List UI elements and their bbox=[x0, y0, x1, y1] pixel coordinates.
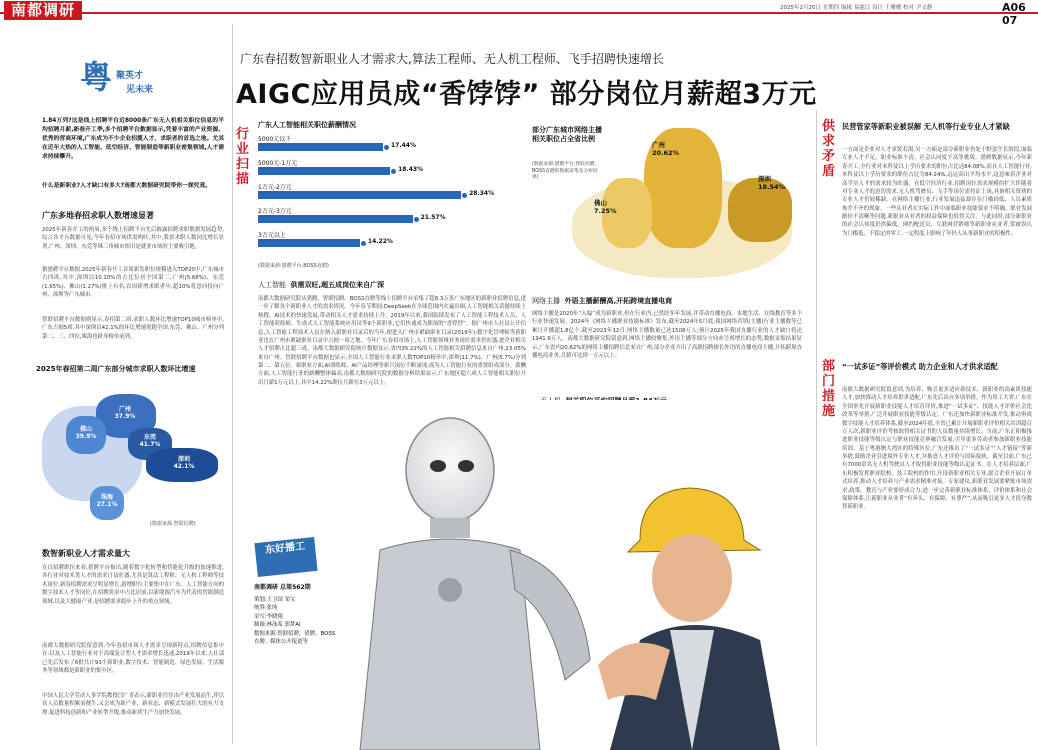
credit-plan: 策划:王卫国 邹宝 bbox=[254, 597, 296, 603]
salary-bar bbox=[258, 215, 413, 223]
credits-issue: 南都调研 总第562期 bbox=[254, 584, 311, 591]
issue-meta: 2025年2月20日 星期四 编辑 易能江 设计 王珊珊 校对 尹文静 bbox=[780, 5, 933, 11]
salary-bar-category: 2万元-3万元 bbox=[258, 208, 292, 215]
brand-character: 粤 bbox=[80, 58, 113, 96]
credits-badge: 东好播工 bbox=[254, 537, 317, 577]
brand-line-a: 聚英才 bbox=[116, 71, 144, 81]
salary-bar-category: 5000元以下 bbox=[258, 136, 292, 143]
salary-bar-end-dot bbox=[361, 241, 366, 246]
lead-question: 什么是新职业?人才缺口有多大?南都大数据研究院带你一探究竟。 bbox=[42, 183, 212, 189]
supply-heading: 民营管家等新职业被误解 无人机等行业专业人才紧缺 bbox=[842, 122, 1010, 131]
credits-list bbox=[254, 596, 340, 646]
host-label-guangzhou: 广州 20.62% bbox=[652, 141, 680, 157]
headline-kicker: 广东春招数智新职业人才需求大,算法工程师、无人机工程师、飞手招聘快速增长 bbox=[240, 52, 664, 66]
column-divider-left bbox=[232, 24, 233, 744]
host-map-source: (数据来源:猎聘平台,智联招聘、BOSS直聘的数据采集及分析结果) bbox=[532, 162, 600, 181]
salary-bar-value: 28.34% bbox=[469, 190, 495, 197]
salary-chart-source: (数据来源:猎聘平台,BOSS直聘) bbox=[258, 263, 329, 269]
sidelabel-dept: 部门措施 bbox=[822, 359, 836, 419]
section-heading-2: 数智新职业人才需求量大 bbox=[42, 549, 130, 558]
salary-bar-category: 1万元-2万元 bbox=[258, 184, 292, 191]
salary-chart bbox=[256, 120, 523, 272]
page-number: A06 07 bbox=[1002, 1, 1026, 27]
salary-bar bbox=[258, 191, 461, 199]
dept-body: 南都大数据研究院留意到,为培养、吸引更多适应新技术、新职业的高素质技能人才,加快推动人才培养供求适配,广东先后出台多项举措。作为用工大省,广东在全国率先开展新职业技能人才培育评价,推进“一试多证”、技能人才评价社会化改革等举措,广泛开展职业技能等级认定。广东还加快新职业标准开发,推动形成数字技能人才培养体系,截至2024年底,全省已累计开展新职业评价相关培训超百万人次,新职业评价考核取得相关证书的人员数量持续增长。当前,广东正积极推进职业技能等级认定与职业技能竞赛融合发展,引导更多劳动者参加新职业技能培训。基于粤港澳大湾区的特殊区位,广东还推出了“一试多证”“人才链接”等新举措,鼓励企业引进境外专业人才,并推进人才评价与国际接轨。截至目前,广东已有7000余名无人机驾驶员人才取得职业技能等级认定证书。在人才培养层面,广东积极发挥职业院校、技工院校的作用,开设新职业相关专业,联合企业开展订单式培养,推动人才培养与产业需求精准对接。专家建议,新职业发展要紧贴市场需求,政策、教育与产业要形成合力,进一步完善新职业标准体系、评价体系和社会保障体系,让新职业从业者“有奔头、有保障、有尊严”,从而吸引更多人才投身数智新职业。 bbox=[842, 387, 1032, 511]
net-section-tag: 网络主播 外语主播薪酬高,开拓跨境直播电商 bbox=[532, 297, 673, 305]
column-divider-right bbox=[816, 110, 817, 746]
body-p3: 智联招聘平台数据则显示,春招第二周,求职人数环比增速TOP10城市榜单中,广东占据5席,其中深圳以42.1%的环比增速领跑全国,东莞、佛山、广州分列第二、三、四位,珠海也跻身榜单前列。 bbox=[42, 317, 224, 340]
body-p6: 中国人民大学劳动人事学院教授闫广青表示,新职业往往由产业发展而生,伴以众人员数量积累而催生,又会成为新产业、新业态、新模式发展壮大的有力支撑,促进科技创新和产业转型升级,推动新质生产力加快发展。 bbox=[42, 693, 224, 716]
supply-body: 一方面是企业对人才求贤若渴,另一方面是部分新职业仍处于野蛮生长阶段,面临专业人才不足、职业标准不清、社会认同度不高等挑战。猎聘数据显示,今年新春开工,全行业对本科及以上学历要求的职位占比达84.08%,而在人工智能行业,本科及以上学历要求的职位占比为84.24%,远远高出平均水平,这意味着企业对高学历人才的需求较为旺盛。在低空经济行业,招聘岗位需求规模的扩大伴随着对专业人才的迫切需求,无人机驾驶员、飞手等岗位需持证上岗,具备相关资质的专业人才仍较稀缺。在网络主播行业,行业发展迅猛却存在门槛较低、人员素质参差不齐的现象。一些从业者在实际工作中面临职业技能要求不明确、职业发展路径不清晰等问题,新职业从业者的权益保障也值得关注。与此同时,部分新职业的社会认知度仍然偏低。网约配送员、互联网营销师等新职业从业者,常被误认为门槛低、不稳定的零工,一定程度上影响了年轻人从事新职业的积极性。 bbox=[842, 147, 1032, 237]
dept-heading: “一试多证”等评价模式 助力企业和人才供求适配 bbox=[842, 362, 998, 371]
section-heading-1: 广东多地春招求职人数增速显著 bbox=[42, 211, 154, 220]
body-p5: 南都大数据研究院留意到,今年春招市场人才需求呈现新特点,招聘信息集中在:以及人工智能行业对于高端复合型人才需求增长迅速,2019年以来,人社部已先后发布了6批共计93个新职业,数字技术、智能制造、绿色发展、生活服务等领域都是新职业的集中区。 bbox=[42, 643, 224, 675]
growth-map-source: (数据来源:智联招聘) bbox=[150, 521, 196, 527]
sidelabel-scan: 行业扫描 bbox=[236, 127, 250, 187]
salary-bar-category: 3万元以上 bbox=[258, 232, 286, 239]
salary-chart-title: 广东人工智能相关职位薪酬情况 bbox=[258, 121, 356, 129]
salary-bar bbox=[258, 239, 360, 247]
label-foshan: 佛山 39.9% bbox=[75, 426, 97, 441]
salary-bar-end-dot bbox=[414, 217, 419, 222]
label-dongguan: 东莞 41.7% bbox=[139, 434, 161, 449]
salary-bar-value: 17.44% bbox=[390, 142, 416, 149]
robot-worker-illustration bbox=[340, 400, 810, 750]
salary-bar-value: 18.43% bbox=[398, 166, 424, 173]
body-p1: 2025年新春开工的两周,多个线上招聘平台先后披露招聘求职数据发展趋势,综合各平台数据可见,今年春招市场供需两旺,其中,我省求职人数同比增长显著,广州、深圳、东莞等珠三角城市依旧是就业市场的主要吸引地。 bbox=[42, 227, 224, 250]
body-p4: 在以招聘职位来看,猎聘平台指出,随着数字化转型和智能化升级的加速推进,各行业对技术类人才的需求日益旺盛,尤其是算法工程师、无人机工程师等技术岗位,新春招聘需求呈明显增长,新增职位主要集中在广东。人工智能方向的数字技术人才等岗位,在招聘需求中占比居前,以新能源汽车为代表的智能制造领域,以及大健康产业,是招聘需求稳步上升的重点领域。 bbox=[42, 565, 224, 605]
salary-bar-value: 14.22% bbox=[367, 238, 393, 245]
salary-bars bbox=[256, 134, 523, 254]
host-label-foshan: 佛山 7.25% bbox=[594, 199, 617, 215]
ai-section-body: 南都大数据研究院从猎聘、智联招聘、BOSS直聘等线上招聘平台采集了超8.3万条广东地区的新职业招聘信息,进一步了解各个新职业人才的需求情况。今年春节期间,DeepSeek在全球范围内火遍出圈,人工智能相关话题持续上热搜。AI技术的快速发展,带动相关人才需求持续上升。2019年以来,我国陆续发布了人工智能工程技术人员、人工智能训练师、生成式人工智能系统应用员等9个新职业,它们快速成为职场的“香饽饽”。据广州市人社局公开信息,人工智能工程技术人员在纳入新职业目录后的当年,便进入广州市紧缺职业目录(2019年);数字化管理师等新职业也在广州市紧缺职业目录中占据一席之地。今年广东春招市场上,人工智能领域业务岗位需求仍旺盛,进企业相关人才招聘占比超三成。南都大数据研究院统计数据显示,省内35.22%的人工智能相关招聘信息来自广州,23.05%来自广州。智联招聘平台数据也显示,全国人工智能行业求职人数TOP10榜单中,深圳(11.7%)、广州(5.7%)分列第二、第五位。新职业方面,AI训练师、AI产品经理等新兴岗位不断涌现,成为人工智能行业的重要组成部分。薪酬方面,人工智能行业的薪酬整体偏高,南都大数据研究院的数据分析结果显示,广东地区超六成人工智能相关职位开出月薪1万元以上,其中14.22%职位月薪在3万元以上。 bbox=[258, 296, 526, 386]
salary-bar-end-dot bbox=[384, 145, 389, 150]
credit-graphics: 制图:林泳希 郭梦AI bbox=[254, 622, 301, 629]
credit-coord: 统筹:张纯 bbox=[254, 605, 278, 612]
lead-paragraph: 1.84万列?这是线上招聘平台近8000条广东无人机相关职位信息的平均招聘月薪,新春开工季,多个招聘平台数据显示,凭着丰富的产业资源、优秀的营商环境,广东成为不少企业招揽人才、求职者的首选之地。尤其在近年大热的人工智能、低空经济、智能制造等新职业密集领域,人才需求持续攀升。 bbox=[42, 118, 224, 160]
salary-bar-end-dot bbox=[391, 169, 396, 174]
net-section-body: 网络主播是2020年“入编”成为新职业,但在行业内,已然经多年发展,并带动直播电商、本地生活、在线教育等多个行业快速发展。2024年《网络主播职业技能标准》发布,截至2024年5月底,我国网络营销(主播)行业主播数等已累计开播超1.8亿个,截至2023年12月,网络主播数量已达1508万人;预计2025年我国直播行业的人才缺口将达1941.6万人。南都大数据研究院留意到,网络主播较聚集,外语主播等细分方向亦呈现增长的态势,数据采集结果显示,广东省内20.62%的网络主播招聘信息来自广州,部分企业开出了高薪招聘擅长外语的直播电商主播,开拓跨境直播电商业务,月薪可达到一万元以上。 bbox=[532, 311, 802, 359]
host-city-map bbox=[532, 118, 800, 288]
sidelabel-supply: 供求矛盾 bbox=[822, 119, 836, 179]
section-logo: 南都调研 bbox=[4, 1, 82, 20]
host-map-title: 部分广东城市网络主播相关职位占全省比例 bbox=[532, 126, 602, 144]
column-brand bbox=[80, 52, 180, 107]
label-shenzhen: 深圳 42.1% bbox=[173, 456, 195, 471]
growth-map bbox=[36, 376, 224, 526]
salary-bar bbox=[258, 167, 390, 175]
credits-box bbox=[252, 540, 340, 658]
brand-line-b: 见未来 bbox=[126, 85, 154, 95]
label-guangzhou: 广州 37.9% bbox=[114, 406, 136, 421]
body-p2: 据猎聘平台数据,2025年新春开工首周新发职位规模进入TOP20中,广东城市占四席,其中,深圳以10.10%的占比位居全国第二,广州(5.68%)、东莞(1.65%)、佛山(1.27%)排上有名,首周新增求职者中,超10%将意向投向广州、深圳等广东城市。 bbox=[42, 267, 224, 299]
growth-map-title: 2025年春招第二周广东部分城市求职人数环比增速 bbox=[36, 365, 196, 373]
salary-bar bbox=[258, 143, 383, 151]
headline-title: AIGC应用员成“香饽饽” 部分岗位月薪超3万元 bbox=[236, 79, 817, 110]
credit-source: 数据来源:智联招聘、猎聘、BOSS直聘、媒体公开报道等 bbox=[254, 630, 336, 645]
salary-bar-end-dot bbox=[462, 193, 467, 198]
salary-bar-value: 21.57% bbox=[420, 214, 446, 221]
label-zhuhai: 珠海 27.1% bbox=[96, 494, 118, 509]
host-label-shenzhen: 深圳 18.54% bbox=[758, 175, 786, 191]
salary-bar-category: 5000元-1万元 bbox=[258, 160, 298, 167]
credit-writer: 采写:李晓翔 bbox=[254, 613, 283, 620]
ai-section-tag: 人工智能 供需双旺,超五成岗位来自广深 bbox=[258, 281, 385, 289]
